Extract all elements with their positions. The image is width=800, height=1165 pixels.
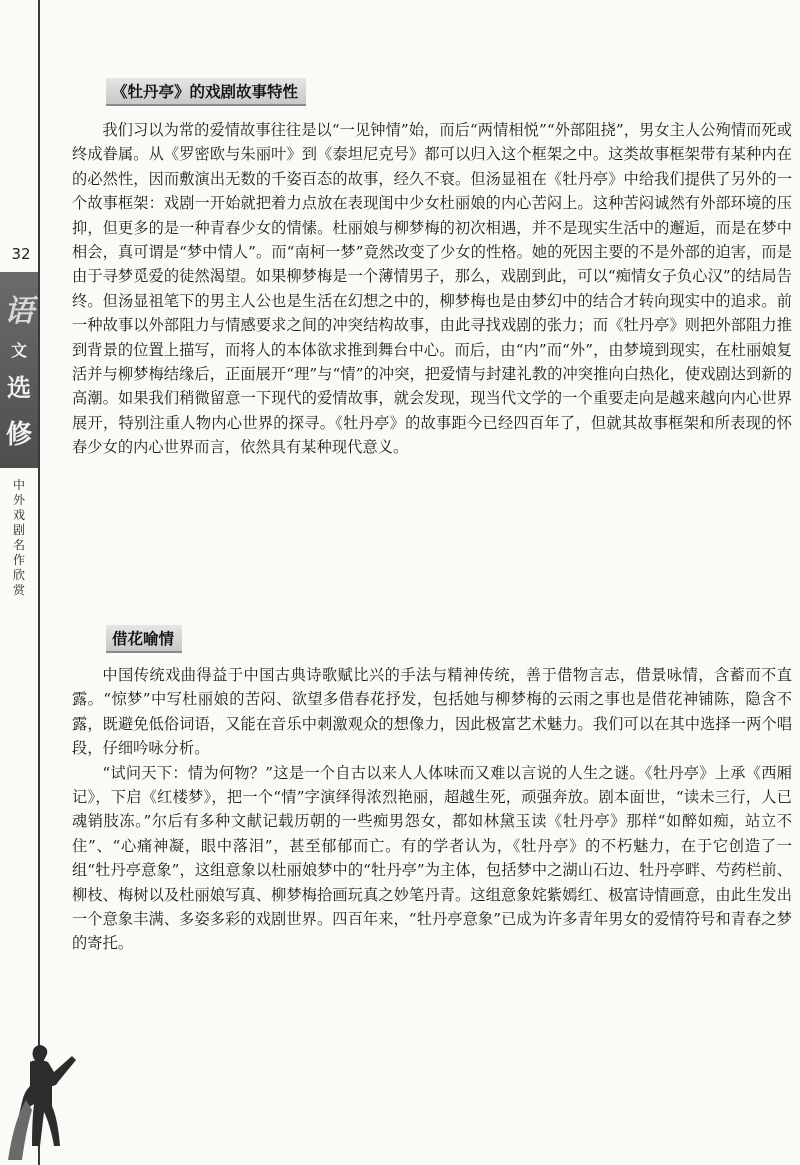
margin-rule xyxy=(38,0,40,1165)
side-banner-char: 修 xyxy=(5,420,32,450)
page-number: 32 xyxy=(11,245,31,263)
side-series-title: 中外戏剧名作欣赏 xyxy=(12,478,25,597)
section-peony-pavilion-story xyxy=(72,78,792,460)
side-banner xyxy=(0,272,38,468)
side-banner-char: 选 xyxy=(7,373,31,402)
paragraph: 我们习以为常的爱情故事往往是以“一见钟情”始，而后“两情相悦”“外部阻挠”，男女主人公殉情而死或终成眷属。从《罗密欧与朱丽叶》到《泰坦尼克号》都可以归入这个框架之中。这类故事框架带有某种内在的必然性，因而敷演出无数的千姿百态的故事，经久不衰。但汤显祖在《牡丹亭》中给我们提供了另外的一个故事框架：戏剧一开始就把着力点放在表现闺中少女杜丽娘的内心苦闷上。这种苦闷诚然有外部环境的压抑，但更多的是一种青春少女的情愫。杜丽娘与柳梦梅的初次相遇，并不是现实生活中的邂逅，而是在梦中相会，真可谓是“梦中情人”。而“南柯一梦”竟然改变了少女的性格。她的死因主要的不是外部的迫害，而是由于寻梦觅爱的徒然渴望。如果柳梦梅是一个薄情男子，那么，戏剧到此，可以“痴情女子负心汉”的结局告终。但汤显祖笔下的男主人公也是生活在幻想之中的，柳梦梅也是由梦幻中的结合才转向现实中的追求。前一种故事以外部阻力与情感要求之间的冲突结构故事，由此寻找戏剧的张力；而《牡丹亭》则把外部阻力推到背景的位置上描写，而将人的本体欲求推到舞台中心。而后，由“内”而“外”，由梦境到现实，在杜丽娘复活并与柳梦梅结缘后，正面展开“理”与“情”的冲突，把爱情与封建礼教的冲突推向白热化，使戏剧达到新的高潮。如果我们稍微留意一下现代的爱情故事，就会发现，现当代文学的一个重要走向是越来越向内心世界展开，特别注重人物内心世界的探寻。《牡丹亭》的故事距今已经四百年了，但就其故事框架和所表现的怀春少女的内心世界而言，依然具有某种现代意义。 xyxy=(72,121,792,457)
paragraph: 中国传统戏曲得益于中国古典诗歌赋比兴的手法与精神传统，善于借物言志，借景咏情，含蓄而不直露。“惊梦”中写杜丽娘的苦闷、欲望多借春花抒发，包括她与柳梦梅的云雨之事也是借花神铺陈，隐含不露，既避免低俗词语，又能在音乐中刺激观众的想像力，因此极富艺术魅力。我们可以在其中选择一两个唱段，仔细吟咏分析。 xyxy=(72,666,792,758)
side-banner-char: 语 xyxy=(4,294,34,329)
side-banner-char: 文 xyxy=(10,341,27,360)
paragraph: “试问天下：情为何物？”这是一个自古以来人人体味而又难以言说的人生之谜。《牡丹亭》上承《西厢记》，下启《红楼梦》，把一个“情”字演绎得浓烈艳丽，超越生死，顽强奔放。剧本面世，“读未三行，人已魂销肢冻。”尔后有多种文献记载历朝的一些痴男怨女，都如林黛玉读《牡丹亭》那样“如醉如痴，站立不住”、“心痛神凝，眼中落泪”，甚至郁郁而亡。有的学者认为，《牡丹亭》的不朽魅力，在于它创造了一组“牡丹亭意象”，这组意象以杜丽娘梦中的“牡丹亭”为主体，包括梦中之湖山石边、牡丹亭畔、芍药栏前、柳枝、梅树以及杜丽娘写真、柳梦梅拾画玩真之妙笔丹青。这组意象姹紫嫣红、极富诗情画意，由此生发出一个意象丰满、多姿多彩的戏剧世界。四百年来，“牡丹亭意象”已成为许多青年男女的爱情符号和青春之梦的寄托。 xyxy=(72,763,792,953)
section-heading: 《牡丹亭》的戏剧故事特性 xyxy=(106,78,306,106)
opera-figure-illustration xyxy=(4,1040,76,1165)
section-borrow-flowers xyxy=(72,625,792,956)
section-heading: 借花喻情 xyxy=(106,625,182,653)
